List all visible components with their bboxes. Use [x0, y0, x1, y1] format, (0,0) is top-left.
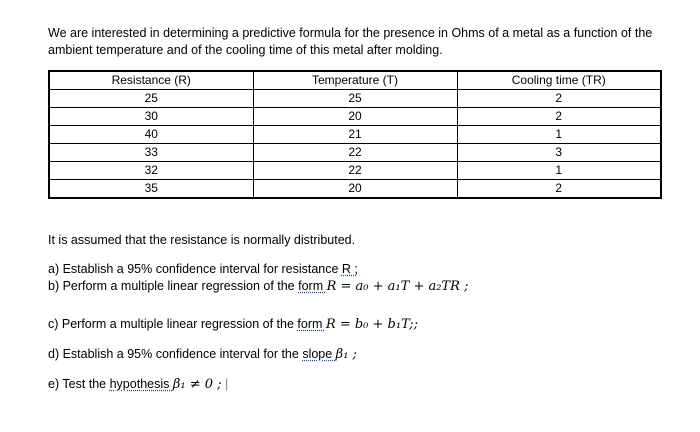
cell-resistance: 32	[49, 162, 253, 180]
question-e-link: hypothesis	[109, 377, 173, 391]
cell-temperature: 20	[253, 108, 457, 126]
table-row	[49, 162, 661, 180]
table-header-row	[49, 71, 661, 90]
question-c-formula: R = b₀ + b₁T;;	[325, 317, 419, 332]
cell-cooling-time: 2	[457, 180, 661, 199]
table-row	[49, 144, 661, 162]
cell-resistance: 33	[49, 144, 253, 162]
cell-temperature: 25	[253, 90, 457, 108]
question-d-formula: β₁ ;	[335, 347, 357, 362]
cell-resistance: 40	[49, 126, 253, 144]
cell-temperature: 22	[253, 162, 457, 180]
table-row	[49, 90, 661, 108]
question-b-formula: R = a₀ + a₁T + a₂TR ;	[326, 279, 469, 294]
question-c	[48, 316, 418, 333]
header-resistance: Resistance (R)	[49, 71, 253, 90]
question-b	[48, 278, 468, 295]
cell-temperature: 21	[253, 126, 457, 144]
cell-temperature: 20	[253, 180, 457, 199]
question-d-link: slope	[302, 347, 336, 361]
text-cursor: |	[221, 377, 229, 391]
cell-resistance: 30	[49, 108, 253, 126]
cell-cooling-time: 1	[457, 126, 661, 144]
table-row	[49, 180, 661, 199]
question-a-link: R ;	[341, 262, 358, 276]
table-row	[49, 108, 661, 126]
cell-resistance: 25	[49, 90, 253, 108]
question-c-text: c) Perform a multiple linear regression of the	[48, 317, 298, 331]
question-e-text: e) Test the	[48, 377, 110, 391]
cell-resistance: 35	[49, 180, 253, 199]
question-e-formula: β₁ ≠ 0 ;	[172, 377, 222, 392]
question-a-text: a) Establish a 95% confidence interval for resistance	[48, 262, 342, 276]
question-a	[48, 261, 358, 278]
assumption-text: It is assumed that the resistance is normally distributed.	[48, 233, 356, 247]
cell-cooling-time: 2	[457, 90, 661, 108]
cell-cooling-time: 2	[457, 108, 661, 126]
question-e	[48, 376, 228, 393]
cell-cooling-time: 3	[457, 144, 661, 162]
data-table	[48, 70, 662, 199]
question-c-link: form	[297, 317, 326, 331]
question-d-text: d) Establish a 95% confidence interval for the	[48, 347, 303, 361]
question-b-link: form	[298, 279, 327, 293]
intro-paragraph: We are interested in determining a predictive formula for the presence in Ohms of a metal as a function of the ambient temperature and of the cooling time of this metal after molding.	[48, 26, 653, 57]
header-temperature: Temperature (T)	[253, 71, 457, 90]
cell-temperature: 22	[253, 144, 457, 162]
question-b-text: b) Perform a multiple linear regression of the	[48, 279, 299, 293]
cell-cooling-time: 1	[457, 162, 661, 180]
header-cooling-time: Cooling time (TR)	[457, 71, 661, 90]
table-row	[49, 126, 661, 144]
question-d	[48, 346, 357, 363]
